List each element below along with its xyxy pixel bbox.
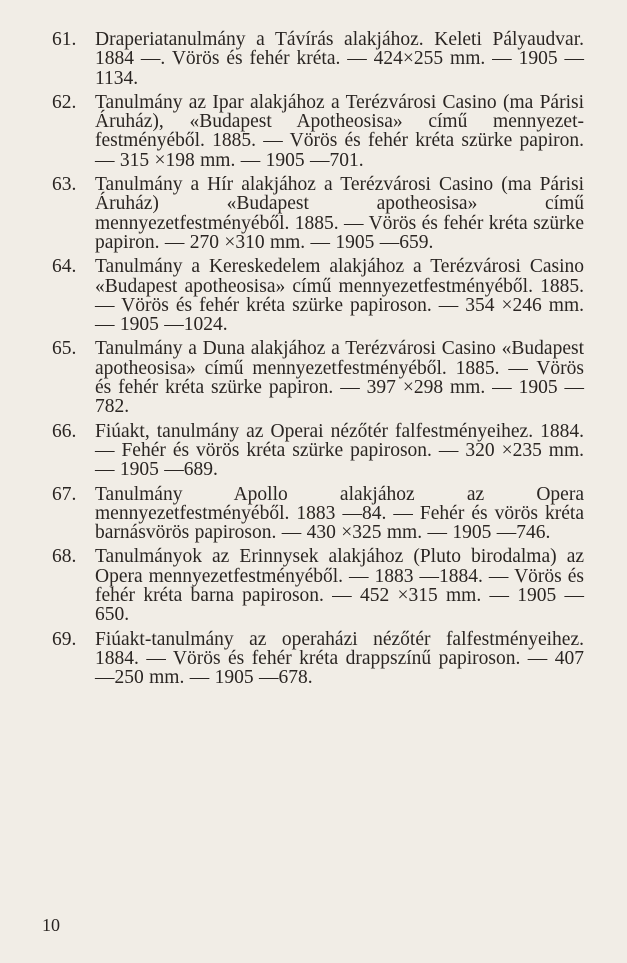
entry-number: 63. [52, 174, 77, 196]
entry-description: Tanulmány az Ipar alakjához a Terézvárosi Casino (ma Párisi Áruház), «Budapest Apotheosisa» című mennyezet-festményéből. 1885. — Vörös és fehér kréta szürke papiron. — 315 ×198 mm. — 1905 —701. [95, 91, 584, 171]
entry-number: 62. [52, 91, 77, 113]
entry-number: 65. [52, 338, 77, 360]
entry-description: Tanulmány Apollo alakjához az Opera mennyezetfestményéből. 1883 —84. — Fehér és vörös kréta barnásvörös papiroson. — 430 ×325 mm. — 1905 —746. [95, 483, 584, 544]
entry-description: Fiúakt, tanulmány az Operai nézőtér falfestményeihez. 1884. — Fehér és vörös kréta szürke papiroson. — 320 ×235 mm. — 1905 —689. [95, 420, 584, 481]
entry-description: Tanulmány a Kereskedelem alakjához a Terézvárosi Casino «Budapest apotheosisa» című mennyezetfestményéből. 1885. — Vörös és fehér kréta szürke papiroson. — 354 ×246 mm. — 1905 —1024. [95, 256, 584, 336]
entry-number: 67. [52, 483, 77, 505]
catalog-entry-list [52, 30, 584, 693]
page-number: 10 [42, 915, 60, 935]
entry-description: Tanulmány a Hír alakjához a Terézvárosi Casino (ma Párisi Áruház) «Budapest apotheosisa» című mennyezetfestményéből. 1885. — Vörös és fehér kréta szürke papiron. — 270 ×310 mm. — 1905 —659. [95, 174, 584, 253]
entry-number: 64. [52, 256, 77, 278]
catalog-entry [52, 485, 584, 543]
entry-number: 66. [52, 420, 77, 442]
catalog-entry [52, 630, 584, 688]
entry-description: Fiúakt-tanulmány az operaházi nézőtér falfestményeihez. 1884. — Vörös és fehér kréta drappszínű papiroson. — 407 —250 mm. — 1905 —678. [95, 628, 584, 689]
catalog-entry [52, 339, 584, 416]
entry-description: Tanulmány a Duna alakjához a Terézvárosi Casino «Budapest apotheosisa» című mennyezetfestményéből. 1885. — Vörös és fehér kréta szürke papiron. — 397 ×298 mm. — 1905 —782. [95, 338, 584, 418]
catalog-entry [52, 547, 584, 624]
entry-number: 69. [52, 628, 77, 650]
catalog-entry [52, 175, 584, 252]
entry-number: 61. [52, 29, 77, 50]
entry-description: Tanulmányok az Erinnysek alakjához (Pluto birodalma) az Opera mennyezetfestményéből. — 1883 —1884. — Vörös és fehér kréta barna papiroson. — 452 ×315 mm. — 1905 —650. [95, 546, 584, 626]
catalog-entry [52, 30, 584, 88]
catalog-entry [52, 422, 584, 480]
catalog-entry [52, 93, 584, 170]
catalog-entry [52, 257, 584, 334]
entry-number: 68. [52, 546, 77, 568]
entry-description: Draperiatanulmány a Távírás alakjához. Keleti Pályaudvar. 1884 —. Vörös és fehér kréta. — 424×255 mm. — 1905 —1134. [95, 29, 584, 89]
